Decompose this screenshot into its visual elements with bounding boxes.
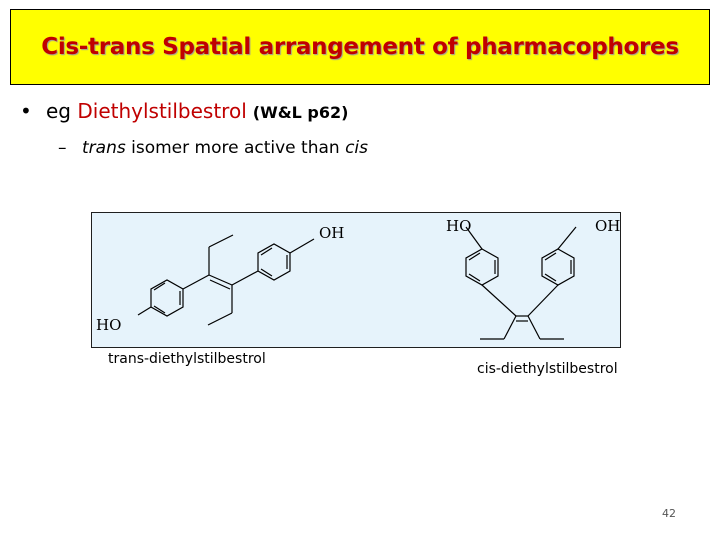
- sub-bullet-middle: isomer more active than: [131, 138, 340, 158]
- trans-caption: trans-diethylstilbestrol: [108, 351, 266, 367]
- title-banner: [10, 9, 710, 85]
- cis-caption: cis-diethylstilbestrol: [477, 361, 618, 377]
- trans-word: trans: [82, 138, 126, 158]
- cis-oh-label: OH: [595, 217, 621, 235]
- slide-title: Cis-trans Spatial arrangement of pharmacophores: [41, 34, 679, 60]
- trans-oh-bond: [290, 239, 314, 253]
- trans-ho-bond: [138, 307, 151, 315]
- trans-right-ring: [258, 244, 290, 280]
- cis-ethyl-right: [528, 316, 540, 339]
- trans-ho-label: HO: [96, 316, 122, 334]
- cis-right-ring: [542, 249, 574, 285]
- trans-oh-label: OH: [319, 224, 345, 242]
- sub-bullet-dash: –: [58, 138, 67, 158]
- trans-double-bond: [209, 275, 232, 285]
- structures-image: [91, 212, 621, 348]
- cis-ring-bond-left: [482, 285, 516, 316]
- trans-left-ring: [151, 280, 183, 316]
- drug-name: Diethylstilbestrol: [77, 99, 247, 123]
- trans-ring-bond-right: [232, 271, 258, 285]
- cis-ethyl-left: [504, 316, 516, 339]
- cis-word: cis: [345, 138, 369, 158]
- cis-ring-bond-right: [528, 285, 558, 316]
- bullet-dot: •: [20, 99, 32, 123]
- cis-ho-label: HO: [446, 217, 472, 235]
- cis-oh-bond: [558, 227, 576, 249]
- page-number: 42: [662, 507, 676, 520]
- cis-left-ring: [466, 249, 498, 285]
- trans-ring-bond-left: [183, 275, 209, 289]
- bullet-drug-example: [20, 99, 348, 123]
- bullet-prefix: eg: [46, 99, 71, 123]
- reference: (W&L p62): [252, 103, 349, 122]
- sub-bullet-activity: [58, 138, 368, 158]
- structure-drawing: [92, 213, 622, 349]
